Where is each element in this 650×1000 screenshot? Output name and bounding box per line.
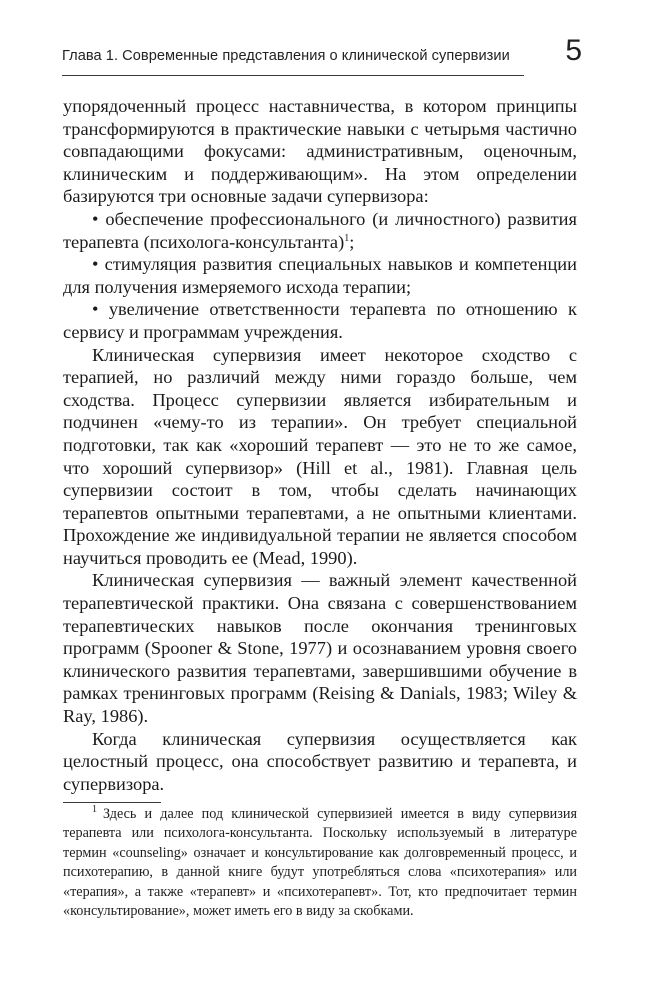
bullet-text: увеличение ответственности терапевта по отношению к сервису и программам учреждения. <box>63 299 577 342</box>
bullet-icon: • <box>92 254 99 275</box>
bullet-text: обеспечение профессионального (и личностного) развития терапевта (психолога-консультанта) <box>63 208 577 252</box>
running-title: Глава 1. Современные представления о клинической супервизии <box>62 48 510 64</box>
bullet-text: стимуляция развития специальных навыков и компетенции для получения измеряемого исхода терапии; <box>63 254 577 297</box>
bullet-icon: • <box>92 208 99 229</box>
page-number: 5 <box>565 34 582 67</box>
bullet-text-end: ; <box>349 231 355 252</box>
paragraph: Клиническая супервизия — важный элемент качественной терапевтической практики. Она связана с совершенствованием терапевтических навыков после окончания тренинговых программ (Spooner & Stone, 1977) и осознаванием уровня своего клинического развития терапевтами, завершившими обучение в рамках тренинговых программ (Reising & Danials, 1983; Wiley & Ray, 1986). <box>63 570 577 727</box>
footnote-number: 1 <box>92 804 97 816</box>
body-text <box>63 95 577 795</box>
footnote <box>63 805 577 921</box>
intro-paragraph: упорядоченный процесс наставничества, в котором принципы трансформируются в практические навыки с четырьмя частично совпадающими фокусами: административным, оценочным, клиническим и поддерживающим». На этом определении базируются три основные задачи супервизора: <box>63 96 577 207</box>
bullet-item <box>63 253 577 298</box>
footnote-rule <box>63 802 161 803</box>
header-rule <box>62 75 524 76</box>
page-header <box>62 30 582 82</box>
bullet-icon: • <box>92 299 99 320</box>
paragraph: Клиническая супервизия имеет некоторое сходство с терапией, но различий между ними гораздо больше, чем сходства. Процесс супервизии является избирательным и подчинен «чему-то из терапии». Он требует специальной подготовки, так как «хороший терапевт — это не то же самое, что хороший супервизор» (Hill et al., 1981). Главная цель супервизии состоит в том, чтобы сделать начинающих терапевтов опытными терапевтами, а не опытными клиентами. Прохождение же индивидуальной терапии не является способом научиться проводить ее (Mead, 1990). <box>63 344 577 568</box>
bullet-item <box>63 208 577 253</box>
bullet-item <box>63 298 577 343</box>
footnote-text: Здесь и далее под клинической супервизией имеется в виду супервизия терапевта или психолога-консультанта. Поскольку используемый в литературе термин «counseling» означает и консультирование как долговременный процесс, и психотерапию, в данной книге будут употребляться слова «психотерапия» или «терапия», а также «терапевт» и «психотерапевт». Тот, кто предпочитает термин «консультирование», может иметь его в виду за скобками. <box>63 806 577 920</box>
paragraph: Когда клиническая супервизия осуществляется как целостный процесс, она способствует развитию и терапевта, и супервизора. <box>63 728 577 794</box>
footnote-reference[interactable]: 1 <box>344 232 350 244</box>
